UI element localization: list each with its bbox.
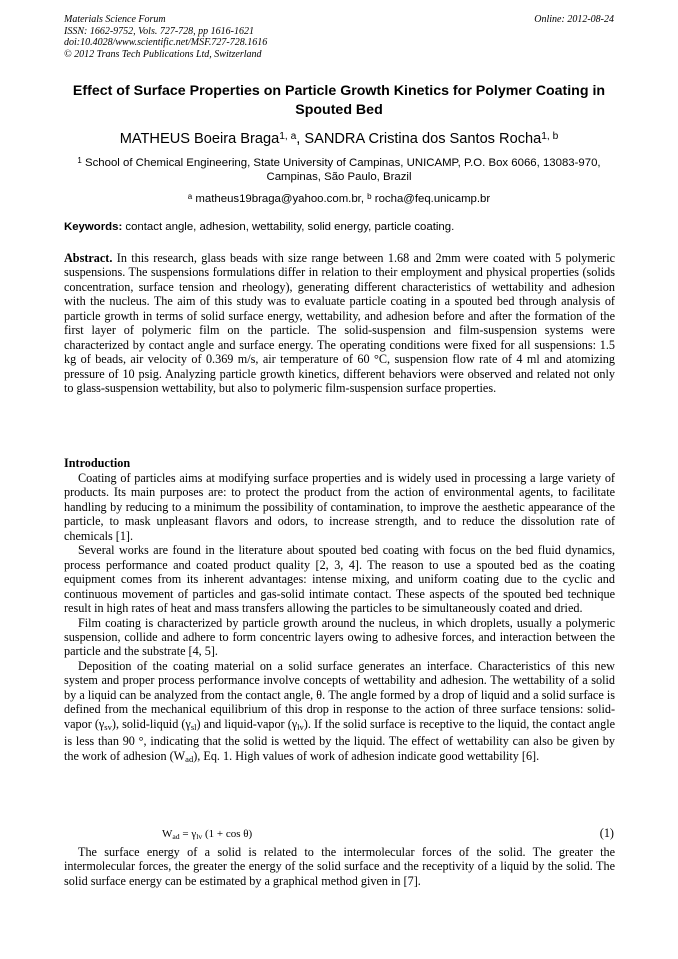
affiliation [64,156,614,184]
paragraph-text: ) and liquid-vapor (γ [196,716,298,731]
abstract-label: Abstract. [64,251,113,265]
author-separator: , [296,131,305,147]
affiliation-mark: 1 [77,156,82,166]
paragraph [64,659,615,766]
email-mark: b [367,192,372,202]
paragraph: The surface energy of a solid is related to the intermolecular forces of the solid. The greater the intermolecular forces, the greater the energy of the solid surface and the receptivity of a liquid by the solid. The solid surface energy can be estimated by a graphical method given in [7]. [64,845,615,888]
equation-term: (1 + cos θ) [202,828,253,840]
equation-number: (1) [599,826,614,840]
abstract-text: In this research, glass beads with size range between 1.68 and 2mm were coated with 5 polymeric suspensions. The suspensions formulations differ in relation to their employment and physical properties (solids concentration, surface tension and rheology), generating different characteristics of wettability and adhesion with the nucleus. The aim of this study was to evaluate particle coating in a spouted bed through analysis of particle growth in terms of solid surface energy, wettability, and adhesion before and after the formation of the first layer of polymeric film on the particle. The solid-suspension and film-suspension systems were characterized by contact angle and surface energy. The operating conditions were fixed for all suspensions: 1.5 kg of beads, air velocity of 0.369 m/s, air temperature of 60 °C, suspension flow rate of 4 ml and atomizing pressure of 10 psig. Analyzing particle growth kinetics, different behaviors were observed and related not only to glass-suspension wettability, but also to polymeric film-suspension surface properties. [64,251,616,396]
paragraph: Film coating is characterized by particle growth around the nucleus, in which droplets, usually a polymeric suspension, collide and adhere to form concentric layers owing to adhesive forces, and interaction between the particle and the substrate [4, 5]. [64,615,615,659]
email-b: rocha@feq.unicamp.br [374,193,491,205]
paragraph-text: ). If the solid surface is receptive to the liquid, the contact angle is less than 90 °, indicating that the solid is wetted by the liquid. The effect of wettability can also be given by the work of adhesion (W [64,716,615,763]
paragraph-text: ), solid-liquid (γ [111,716,191,731]
equation-term: W [162,828,173,840]
email-mark: a [187,192,193,202]
author-name: SANDRA Cristina dos Santos Rocha [304,131,542,147]
equation-1 [162,827,252,844]
author-name: MATHEUS Boeira Braga [119,131,280,147]
keywords-label: Keywords: [64,221,123,233]
affiliation-text: School of Chemical Engineering, State University of Campinas, UNICAMP, P.O. Box 6066, 13083-970, Campinas, São Paulo, Brazil [85,157,601,183]
copyright-line: © 2012 Trans Tech Publications Ltd, Switzerland [64,48,262,60]
journal-name: Materials Science Forum [64,14,166,25]
doi-line: doi:10.4028/www.scientific.net/MSF.727-728.1616 [64,37,268,48]
paragraph-text: ), Eq. 1. High values of work of adhesion indicate good wettability [6]. [193,748,540,763]
author-emails [64,192,614,206]
paper-title: Effect of Surface Properties on Particle Growth Kinetics for Polymer Coating in Spouted Bed [72,83,606,118]
section-heading: Introduction [64,456,131,470]
equation-term: = γ [179,828,197,840]
online-date: Online: 2012-08-24 [534,14,614,25]
author-affil-mark: 1, b [541,130,559,142]
body-continued [64,845,615,888]
paragraph: Coating of particles aims at modifying surface properties and is widely used in processing a large variety of products. Its main purposes are: to protect the product from the action of environmental agents, to facilitate handling by reducing to a minimum the possibility of contamination, to improve the aesthetic appearance of the particle, to mask unpleasant flavors and odors, to increase strength, and to reduce the dissolution rate of chemicals [1]. [64,471,615,543]
paragraph: Several works are found in the literature about spouted bed coating with focus on the bed fluid dynamics, process performance and coated product quality [2, 3, 4]. The reason to use a spouted bed as the coating equipment comes from its inherent advantages: intense mixing, and uniform coating due to the cyclic and continuous movement of particles and gas-solid intimate contact. These aspects of the spouted bed technique result in high rates of heat and mass transfers allowing the particles to be simultaneously coated and dried. [64,543,615,616]
author-affil-mark: 1, a [279,130,297,142]
subscript: ad [185,753,194,764]
subscript: lv [297,721,304,732]
subscript: sl [190,721,197,732]
journal-header [64,14,267,60]
keywords-text: contact angle, adhesion, wettability, solid energy, particle coating. [125,221,455,233]
issn-line: ISSN: 1662-9752, Vols. 727-728, pp 1616-1621 [64,25,254,37]
author-list [64,130,614,148]
paragraph-text: Deposition of the coating material on a solid surface generates an interface. Characteristics of this new system and proper process performance involve concepts of wettability and adhesion. The wettability of a solid by a liquid can be analyzed from the contact angle, θ. The angle formed by a drop of liquid and a solid surface is defined from the mechanical equilibrium of this drop in response to the action of three surface tensions: solid-vapor (γ [64,658,615,731]
subscript: sv [104,721,112,732]
keywords [64,220,616,234]
email-a: matheus19braga@yahoo.com.br, [195,193,368,205]
subscript: lv [196,831,203,841]
subscript: ad [172,831,180,841]
introduction-body [64,471,615,766]
abstract [64,251,615,396]
